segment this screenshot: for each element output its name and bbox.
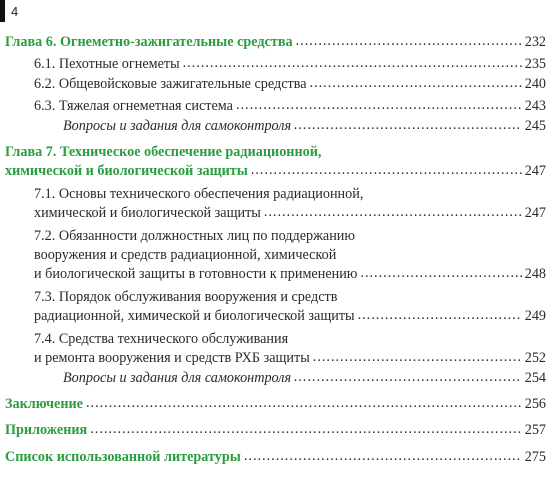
toc-review-7-title: Вопросы и задания для самоконтроля [63,369,292,386]
toc-item-6-1[interactable] [5,55,546,74]
leader-dots [86,394,522,413]
toc-item-6-3-title: 6.3. Тяжелая огнеметная система [34,98,233,115]
toc-item-6-1-title: 6.1. Пехотные огнеметы [34,56,180,73]
page-number: 4 [11,3,19,19]
toc-item-7-3-line2: радиационной, химической и биологической защиты [34,308,355,325]
toc-review-7-page: 254 [524,369,546,386]
toc-item-7-4-page: 252 [524,350,546,367]
toc-item-7-1[interactable] [5,185,546,224]
leader-dots [264,203,522,222]
toc-item-6-3[interactable] [5,97,546,116]
toc-item-6-2-page: 240 [524,75,546,92]
toc-appendices-title: Приложения [5,422,88,439]
toc-references-page: 275 [524,448,546,465]
toc-chapter-7-title-line2: химической и биологической защиты [5,163,248,180]
toc-item-7-1-page: 247 [524,205,546,222]
toc-item-7-2-line2: вооружения и средств радиационной, химической [34,247,337,264]
toc-item-7-4-line1: 7.4. Средства технического обслуживания [34,330,289,347]
toc-item-7-2-line1: 7.2. Обязанности должностных лиц по поддержанию [34,227,355,244]
leader-dots [251,161,522,180]
leader-dots [360,264,521,283]
toc-item-7-2-line3: и биологической защиты в готовности к применению [34,266,358,283]
header-bar [0,0,5,22]
toc-appendices[interactable] [5,421,546,440]
toc-item-7-3-page: 249 [524,308,546,325]
toc-conclusion[interactable] [5,395,546,414]
toc-item-6-2[interactable] [5,75,546,94]
toc-appendices-page: 257 [524,422,546,439]
leader-dots [296,32,522,51]
toc-item-6-3-page: 243 [524,98,546,115]
toc-item-7-3-line1: 7.3. Порядок обслуживания вооружения и средств [34,288,338,305]
leader-dots [294,116,522,135]
toc-item-7-1-line2: химической и биологической защиты [34,205,261,222]
toc-item-7-1-line1: 7.1. Основы технического обеспечения радиационной, [34,185,364,202]
toc-review-7[interactable] [5,369,546,388]
leader-dots [358,306,522,325]
toc-review-6-page: 245 [524,117,546,134]
toc-chapter-7[interactable] [5,143,546,182]
toc-item-7-2-page: 248 [524,266,546,283]
leader-dots [313,348,522,367]
toc-item-7-2[interactable] [5,227,546,285]
toc-references-title: Список использованной литературы [5,448,241,465]
toc-chapter-6-page: 232 [524,34,546,50]
toc-item-7-4-line2: и ремонта вооружения и средств РХБ защиты [34,350,310,367]
leader-dots [90,420,521,439]
toc-item-7-4[interactable] [5,330,546,369]
toc-review-6-title: Вопросы и задания для самоконтроля [63,117,292,134]
table-of-contents [5,33,546,467]
toc-conclusion-page: 256 [524,395,546,412]
toc-item-6-2-title: 6.2. Общевойсковые зажигательные средства [34,75,307,92]
leader-dots [294,368,522,387]
toc-review-6[interactable] [5,117,546,136]
page-header [0,0,18,22]
toc-item-6-1-page: 235 [524,56,546,73]
toc-chapter-7-title-line1: Глава 7. Техническое обеспечение радиационной, [5,144,322,161]
leader-dots [310,74,522,93]
toc-chapter-7-page: 247 [524,163,546,180]
toc-conclusion-title: Заключение [5,395,83,412]
leader-dots [183,54,522,73]
toc-chapter-6[interactable] [5,33,546,52]
leader-dots [236,96,522,115]
toc-item-7-3[interactable] [5,288,546,327]
toc-references[interactable] [5,448,546,467]
leader-dots [244,447,522,466]
toc-chapter-6-title: Глава 6. Огнеметно-зажигательные средства [5,34,293,50]
